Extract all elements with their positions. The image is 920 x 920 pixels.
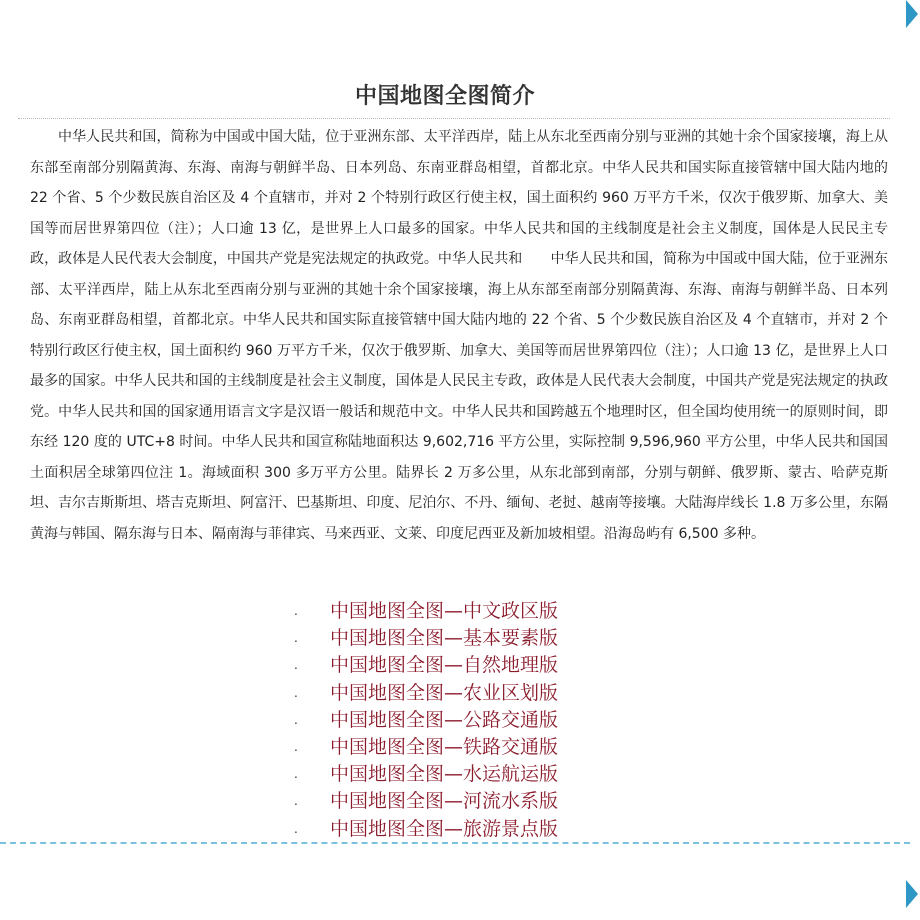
bullet-dot: . — [294, 685, 298, 700]
list-item — [294, 680, 558, 707]
map-link-political[interactable]: 中国地图全图—中文政区版 — [330, 600, 559, 622]
bullet-dot: . — [294, 658, 298, 673]
list-item — [294, 625, 558, 652]
bullet-dot: . — [294, 794, 298, 809]
page-title: 中国地图全图简介 — [354, 83, 535, 109]
map-link-agriculture[interactable]: 中国地图全图—农业区划版 — [330, 681, 559, 704]
bullet-dot: . — [294, 739, 298, 754]
map-link-rivers[interactable]: 中国地图全图—河流水系版 — [330, 790, 559, 813]
bullet-dot: . — [294, 821, 298, 836]
corner-arrow-icon — [906, 880, 918, 908]
map-link-highway[interactable]: 中国地图全图—公路交通版 — [330, 708, 559, 731]
list-item — [294, 734, 558, 761]
bullet-dot: . — [294, 712, 298, 727]
intro-paragraph: 中华人民共和国，简称为中国或中国大陆，位于亚洲东部、太平洋西岸，陆上从东北至西南分别与亚洲的其她十余个国家接壤，海上从东部至南部分别隔黄海、东海、南海与朝鲜半岛、日本列岛、东南亚群岛相望，首都北京。中华人民共和国实际直接管辖中国大陆内地的 22 个省、5 个少数民族自治区及 4 个直辖市，并对 2 个特别行政区行使主权，国土面积约 960 万平方千米，仅次于俄罗斯、加拿大、美国等而居世界第四位（注）；人口逾 13 亿，是世界上人口最多的国家。中华人民共和国的主线制度是社会主义制度，国体是人民民主专政，政体是人民代表大会制度，中国共产党是宪法规定的执政党。中华人民共和 中华人民共和国，简称为中国或中国大陆，位于亚洲东部、太平洋西岸，陆上从东北至西南分别与亚洲的其她十余个国家接壤，海上从东部至南部分别隔黄海、东海、南海与朝鲜半岛、日本列岛、东南亚群岛相望，首都北京。中华人民共和国实际直接管辖中国大陆内地的 22 个省、5 个少数民族自治区及 4 个直辖市，并对 2 个特别行政区行使主权，国土面积约 960 万平方千米，仅次于俄罗斯、加拿大、美国等而居世界第四位（注）；人口逾 13 亿，是世界上人口最多的国家。中华人民共和国的主线制度是社会主义制度，国体是人民民主专政，政体是人民代表大会制度，中国共产党是宪法规定的执政党。中华人民共和国的国家通用语言文字是汉语一般话和规范中文。中华人民共和国跨越五个地理时区，但全国均使用统一的原则时间，即东经 120 度的 UTC+8 时间。中华人民共和国宣称陆地面积达 9,602,716 平方公里，实际控制 9,596,960 平方公里，中华人民共和国国土面积居全球第四位注 1。海域面积 300 多万平方公里。陆界长 2 万多公里，从东北部到南部，分别与朝鲜、俄罗斯、蒙古、哈萨克斯坦、吉尔吉斯斯坦、塔吉克斯坦、阿富汗、巴基斯坦、印度、尼泊尔、不丹、缅甸、老挝、越南等接壤。大陆海岸线长 1.8 万多公里，东隔黄海与韩国、隔东海与日本、隔南海与菲律宾、马来西亚、文莱、印度尼西亚及新加坡相望。沿海岛屿有 6,500 多种。 — [30, 129, 888, 542]
list-item — [294, 761, 558, 788]
list-item — [294, 788, 558, 815]
list-item — [294, 816, 558, 843]
map-link-railway[interactable]: 中国地图全图—铁路交通版 — [330, 735, 559, 758]
bullet-dot: . — [294, 767, 298, 782]
map-link-basic-elements[interactable]: 中国地图全图—基本要素版 — [330, 627, 559, 650]
bullet-dot: . — [294, 604, 298, 618]
list-item — [294, 652, 558, 679]
top-divider — [18, 118, 890, 119]
map-link-waterway[interactable]: 中国地图全图—水运航运版 — [330, 763, 559, 786]
bullet-dot: . — [294, 631, 298, 646]
list-item — [294, 707, 558, 734]
bottom-divider — [0, 842, 910, 844]
map-link-tourism[interactable]: 中国地图全图—旅游景点版 — [330, 817, 559, 840]
map-link-physical[interactable]: 中国地图全图—自然地理版 — [330, 654, 559, 677]
corner-arrow-icon — [906, 0, 918, 28]
map-link-list — [294, 598, 558, 843]
list-item — [294, 598, 558, 625]
